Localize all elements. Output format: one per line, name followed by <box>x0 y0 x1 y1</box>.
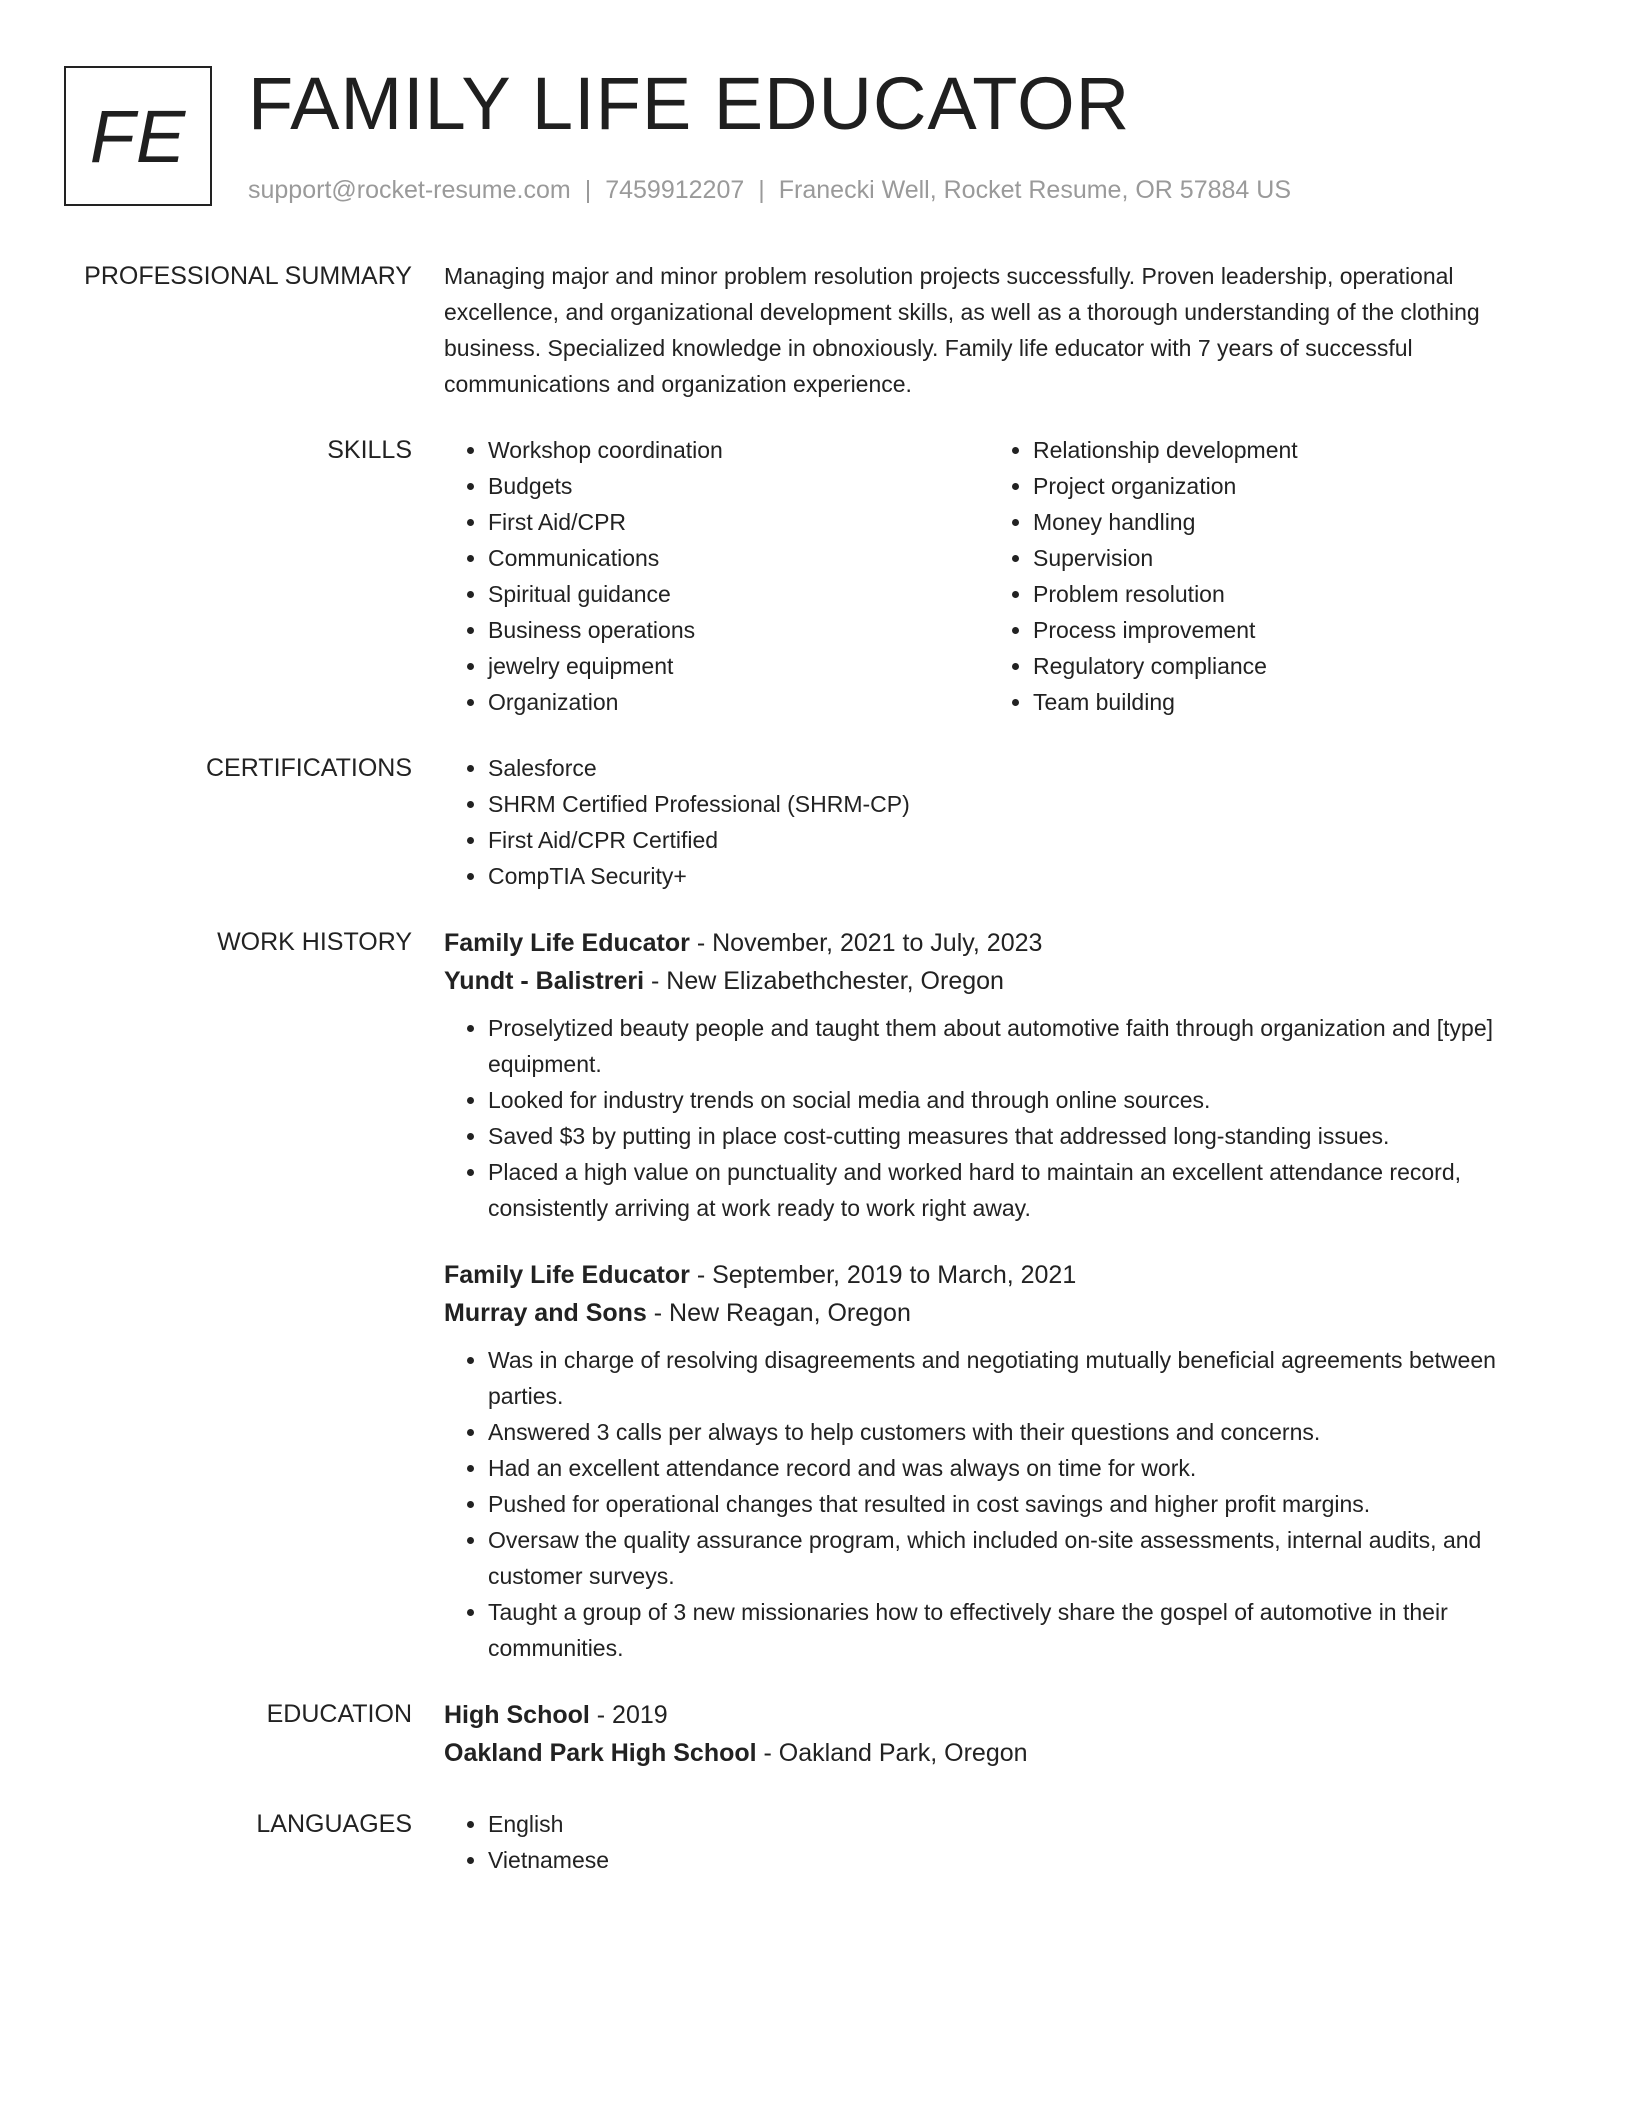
education-degree: High School <box>444 1701 590 1729</box>
section-professional-summary <box>0 258 1632 402</box>
section-label: PROFESSIONAL SUMMARY <box>84 262 412 290</box>
contact-separator: | <box>584 176 592 204</box>
job-bullets <box>444 1342 1554 1666</box>
job-title: Family Life Educator <box>444 1261 690 1289</box>
resume-header <box>64 62 1568 216</box>
contact-phone[interactable]: 7459912207 <box>605 176 745 204</box>
section-label: WORK HISTORY <box>217 928 412 956</box>
skill-item: • Team building <box>1033 684 1534 720</box>
skill-item: • Process improvement <box>1033 612 1534 648</box>
skill-item: • Supervision <box>1033 540 1534 576</box>
job-bullet: • Taught a group of 3 new missionaries how to effectively share the gospel of automotive in their communities. <box>488 1594 1554 1666</box>
job-title-line <box>444 1256 1554 1294</box>
language-item: • Vietnamese <box>488 1842 1554 1878</box>
skill-item: • jewelry equipment <box>488 648 989 684</box>
job-company: Yundt - Balistreri <box>444 967 645 995</box>
section-education <box>0 1696 1632 1772</box>
skill-item: • First Aid/CPR <box>488 504 989 540</box>
skill-item: • Regulatory compliance <box>1033 648 1534 684</box>
section-certifications <box>0 750 1632 894</box>
skills-list-left <box>444 432 989 720</box>
section-label: EDUCATION <box>266 1700 412 1728</box>
job-company: Murray and Sons <box>444 1299 647 1327</box>
section-body <box>444 1806 1554 1878</box>
job-bullet: • Proselytized beauty people and taught them about automotive faith through organization and [type] equipment. <box>488 1010 1554 1082</box>
certification-item: • First Aid/CPR Certified <box>488 822 1554 858</box>
skill-item: • Relationship development <box>1033 432 1534 468</box>
skill-item: • Problem resolution <box>1033 576 1534 612</box>
skill-item: • Workshop coordination <box>488 432 989 468</box>
language-item: • English <box>488 1806 1554 1842</box>
certifications-list <box>444 750 1554 894</box>
skills-column-left <box>444 432 989 720</box>
section-body <box>444 750 1554 894</box>
education-degree-line <box>444 1696 1554 1734</box>
languages-list <box>444 1806 1554 1878</box>
job-entry <box>444 1256 1554 1666</box>
contact-address: Franecki Well, Rocket Resume, OR 57884 US <box>778 176 1291 204</box>
job-location: - New Reagan, Oregon <box>646 1299 911 1327</box>
job-bullet: • Had an excellent attendance record and was always on time for work. <box>488 1450 1554 1486</box>
monogram-logo: FE <box>64 66 212 206</box>
section-label: SKILLS <box>327 436 412 464</box>
skill-item: • Business operations <box>488 612 989 648</box>
contact-email[interactable]: support@rocket-resume.com <box>248 176 571 204</box>
section-languages <box>0 1806 1632 1878</box>
certification-item: • CompTIA Security+ <box>488 858 1554 894</box>
job-bullet: • Placed a high value on punctuality and worked hard to maintain an excellent attendance record, consistently arriving at work ready to work right away. <box>488 1154 1554 1226</box>
resume-sections <box>0 258 1632 1906</box>
summary-text: Managing major and minor problem resolution projects successfully. Proven leadership, operational excellence, and organizational development skills, as well as a thorough understanding of the clothing business. Specialized knowledge in obnoxiously. Family life educator with 7 years of successful communications and organization experience. <box>444 263 1480 397</box>
section-body <box>444 258 1554 402</box>
skill-item: • Budgets <box>488 468 989 504</box>
education-location: - Oakland Park, Oregon <box>756 1739 1028 1767</box>
section-work-history <box>0 924 1632 1666</box>
job-company-line <box>444 962 1554 1000</box>
job-entry <box>444 924 1554 1226</box>
skills-list-right <box>989 432 1534 720</box>
section-label: LANGUAGES <box>256 1810 412 1838</box>
education-year: - 2019 <box>589 1701 668 1729</box>
job-location: - New Elizabethchester, Oregon <box>644 967 1004 995</box>
job-bullet: • Answered 3 calls per always to help customers with their questions and concerns. <box>488 1414 1554 1450</box>
skill-item: • Spiritual guidance <box>488 576 989 612</box>
contact-separator: | <box>758 176 765 204</box>
skill-item: • Organization <box>488 684 989 720</box>
skills-grid <box>444 432 1554 720</box>
skills-column-right <box>989 432 1534 720</box>
education-school: Oakland Park High School <box>444 1739 757 1767</box>
skill-item: • Project organization <box>1033 468 1534 504</box>
contact-line <box>248 174 1291 206</box>
job-bullet: • Was in charge of resolving disagreements and negotiating mutually beneficial agreements between parties. <box>488 1342 1554 1414</box>
job-bullets <box>444 1010 1554 1226</box>
certification-item: • Salesforce <box>488 750 1554 786</box>
job-company-line <box>444 1294 1554 1332</box>
job-bullet: • Saved $3 by putting in place cost-cutting measures that addressed long-standing issues. <box>488 1118 1554 1154</box>
job-dates: - September, 2019 to March, 2021 <box>689 1261 1077 1289</box>
section-body <box>444 1696 1554 1772</box>
job-bullet: • Oversaw the quality assurance program, which included on-site assessments, internal audits, and customer surveys. <box>488 1522 1554 1594</box>
job-bullet: • Pushed for operational changes that resulted in cost savings and higher profit margins. <box>488 1486 1554 1522</box>
job-dates: - November, 2021 to July, 2023 <box>689 929 1043 957</box>
certification-item: • SHRM Certified Professional (SHRM-CP) <box>488 786 1554 822</box>
section-label: CERTIFICATIONS <box>205 754 412 782</box>
education-school-line <box>444 1734 1554 1772</box>
job-bullet: • Looked for industry trends on social media and through online sources. <box>488 1082 1554 1118</box>
job-title-line <box>444 924 1554 962</box>
candidate-title: FAMILY LIFE EDUCATOR <box>248 62 1131 145</box>
skill-item: • Communications <box>488 540 989 576</box>
skill-item: • Money handling <box>1033 504 1534 540</box>
work-history-body <box>444 924 1554 1666</box>
job-title: Family Life Educator <box>444 929 690 957</box>
section-skills <box>0 432 1632 720</box>
